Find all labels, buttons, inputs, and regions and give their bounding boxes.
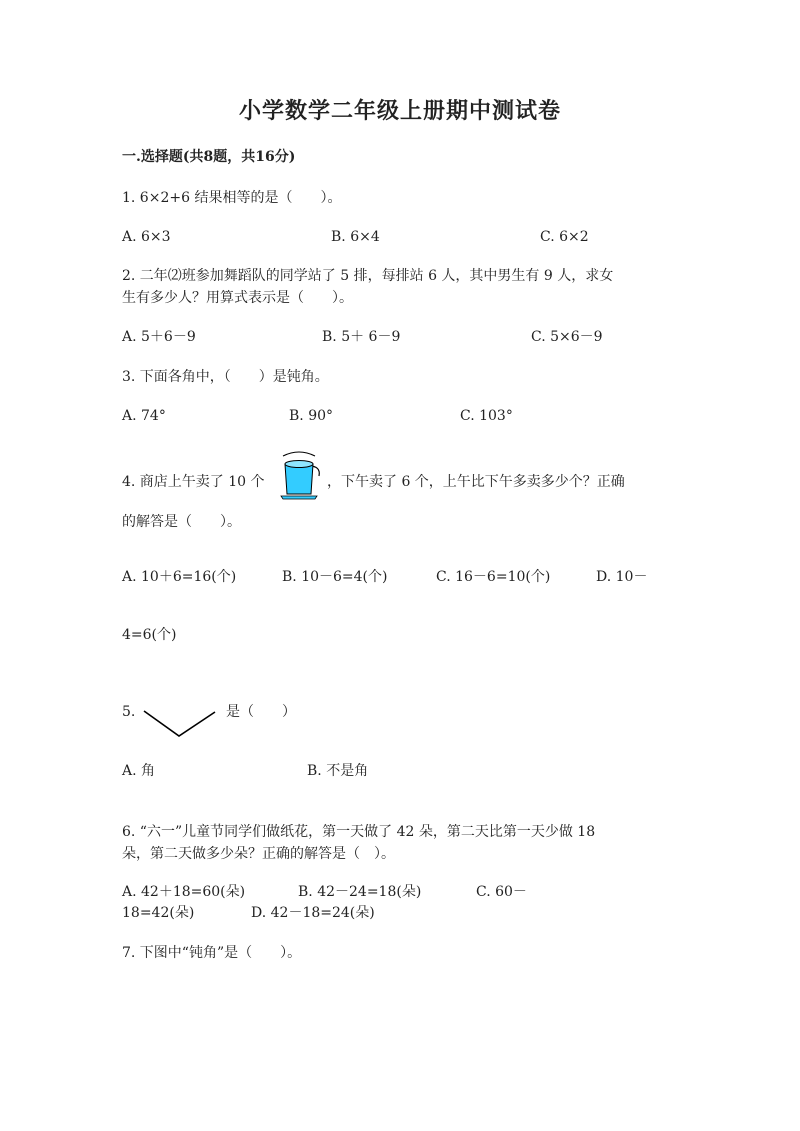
q2-option-c: C. 5×6－9: [531, 329, 603, 345]
q4-option-d: D. 10－: [596, 569, 648, 585]
question-3: 3. 下面各角中，（ ）是钝角。: [122, 369, 329, 385]
question-6-line-1: 6. “六一”儿童节同学们做纸花，第一天做了 42 朵，第二天比第一天少做 18: [122, 824, 596, 840]
q6-option-d: D. 42－18=24(朵): [251, 905, 375, 921]
angle-icon: [143, 710, 217, 738]
q6-option-a: A. 42＋18=60(朵): [122, 884, 246, 900]
question-4-text-before: 4. 商店上午卖了 10 个: [122, 474, 265, 490]
q2-option-b: B. 5＋ 6－9: [322, 329, 401, 345]
q5-option-a: A. 角: [122, 763, 156, 779]
q6-option-c-wrap: 18=42(朵): [122, 905, 195, 921]
question-6-line-2: 朵，第二天做多少朵？正确的解答是（ ）。: [122, 846, 395, 862]
q3-option-a: A. 74°: [122, 408, 166, 424]
question-1: 1. 6×2+6 结果相等的是（ ）。: [122, 190, 342, 206]
page-title: 小学数学二年级上册期中测试卷: [238, 98, 561, 124]
q3-option-c: C. 103°: [460, 408, 513, 424]
q3-option-b: B. 90°: [289, 408, 334, 424]
q2-option-a: A. 5＋6－9: [122, 329, 196, 345]
question-2-line-1: 2. 二年⑵班参加舞蹈队的同学站了 5 排，每排站 6 人，其中男生有 9 人，求女: [122, 268, 614, 284]
section-heading: 一.选择题(共8题，共16分): [122, 149, 296, 165]
q1-option-c: C. 6×2: [540, 229, 589, 245]
q1-option-b: B. 6×4: [331, 229, 380, 245]
q6-option-b: B. 42－24=18(朵): [298, 884, 422, 900]
question-5-number: 5.: [122, 704, 136, 720]
q4-option-d-wrap: 4=6(个): [122, 627, 177, 643]
q1-option-a: A. 6×3: [122, 229, 171, 245]
question-2-line-2: 生有多少人？用算式表示是（ ）。: [122, 290, 353, 306]
q4-option-a: A. 10＋6=16(个): [122, 569, 237, 585]
q4-option-c: C. 16－6=10(个): [436, 569, 551, 585]
bucket-icon: [279, 452, 323, 500]
question-7: 7. 下图中“钝角”是（ ）。: [122, 945, 302, 961]
question-5-text: 是（ ）: [226, 704, 296, 720]
q6-option-c: C. 60－: [476, 884, 527, 900]
question-4-line-2: 的解答是（ ）。: [122, 514, 241, 530]
question-4-text-after: ，下午卖了 6 个，上午比下午多卖多少个？正确: [327, 474, 625, 490]
q4-option-b: B. 10－6=4(个): [282, 569, 388, 585]
q5-option-b: B. 不是角: [307, 763, 369, 779]
